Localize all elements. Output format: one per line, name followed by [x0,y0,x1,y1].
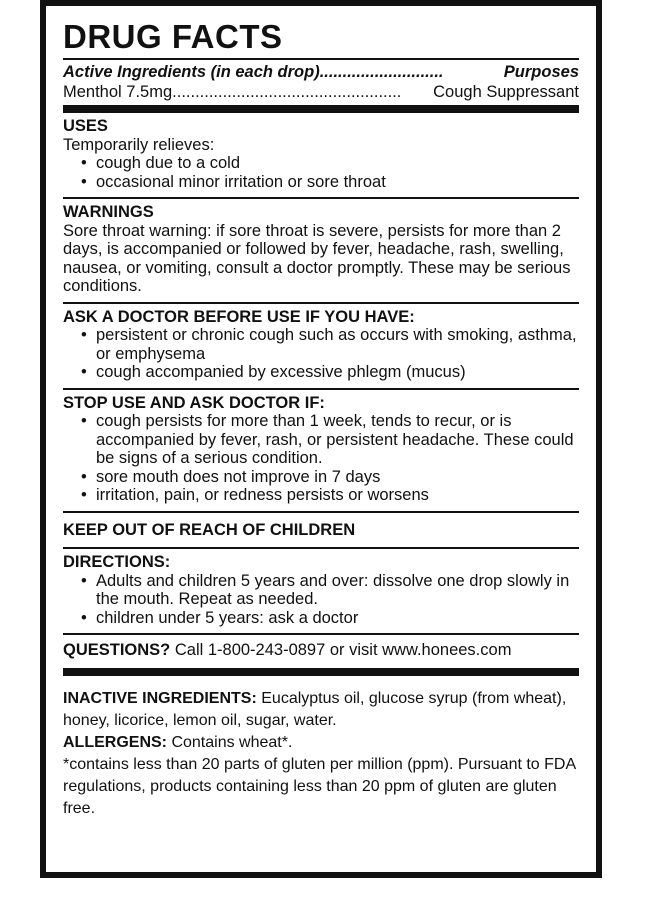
allergens-label: ALLERGENS: [63,733,167,751]
inactive-text: Eucalyptus oil, glucose syrup (from wheat), honey, licorice, lemon oil, sugar, water. [63,689,567,729]
gluten-note: *contains less than 20 parts of gluten per million (ppm). Pursuant to FDA regulations, products containing less than 20 ppm of gluten are gluten free. [63,755,576,817]
keep-out-section [63,513,579,548]
list-item: • children under 5 years: ask a doctor [63,609,579,628]
ingredient-name: Menthol 7.5mg [63,83,173,101]
list-item: • sore mouth does not improve in 7 days [63,468,579,487]
active-ingredients-header [63,62,579,82]
leader-dots: ........................... [319,63,444,81]
warnings-section [63,199,579,302]
stop-use-heading: STOP USE AND ASK DOCTOR IF: [63,393,325,412]
allergens-text: Contains wheat*. [167,733,293,751]
inactive-label: INACTIVE INGREDIENTS: [63,689,257,707]
ask-doctor-heading: ASK A DOCTOR BEFORE USE IF YOU HAVE: [63,307,415,326]
directions-section [63,549,579,633]
ask-doctor-section [63,304,579,388]
uses-heading: USES [63,117,108,135]
drug-facts-panel [40,0,602,878]
questions-label: QUESTIONS? [63,641,171,659]
list-item: • Adults and children 5 years and over: dissolve one drop slowly in the mouth. Repeat as needed. [63,572,579,609]
list-item: • persistent or chronic cough such as occurs with smoking, asthma, or emphysema [63,326,579,363]
warnings-heading: WARNINGS [63,203,154,221]
stop-use-section [63,390,579,511]
leader-dots: .................................................. [172,83,402,101]
divider [63,668,579,676]
list-item: • occasional minor irritation or sore throat [63,173,579,192]
questions-section [63,635,579,668]
questions-text: Call 1-800-243-0897 or visit www.honees.com [170,641,512,659]
list-item: • cough due to a cold [63,154,579,173]
uses-section [63,113,579,197]
uses-intro: Temporarily relieves: [63,135,215,154]
active-ingredient-row [63,82,579,102]
keep-out-heading: KEEP OUT OF REACH OF CHILDREN [63,520,356,539]
directions-heading: DIRECTIONS: [63,553,171,571]
allergens [63,732,579,754]
list-item: • cough accompanied by excessive phlegm (mucus) [63,363,579,382]
divider [63,105,579,113]
warnings-text: Sore throat warning: if sore throat is severe, persists for more than 2 days, is accompanied or followed by fever, headache, rash, swelling, nausea, or vomiting, consult a doctor promptly. These may be serious conditions. [63,221,571,295]
inactive-ingredients [63,688,579,732]
list-item: • irritation, pain, or redness persists or worsens [63,486,579,505]
list-item: • cough persists for more than 1 week, tends to recur, or is accompanied by fever, rash, or persistent headache. These could be signs of a serious condition. [63,412,579,468]
inactive-section [63,676,579,826]
active-ingredients-label: Active Ingredients (in each drop) [63,63,320,81]
ingredient-purpose: Cough Suppressant [433,83,579,101]
purposes-label: Purposes [503,63,579,81]
divider [63,58,579,60]
page-title: DRUG FACTS [63,18,283,55]
